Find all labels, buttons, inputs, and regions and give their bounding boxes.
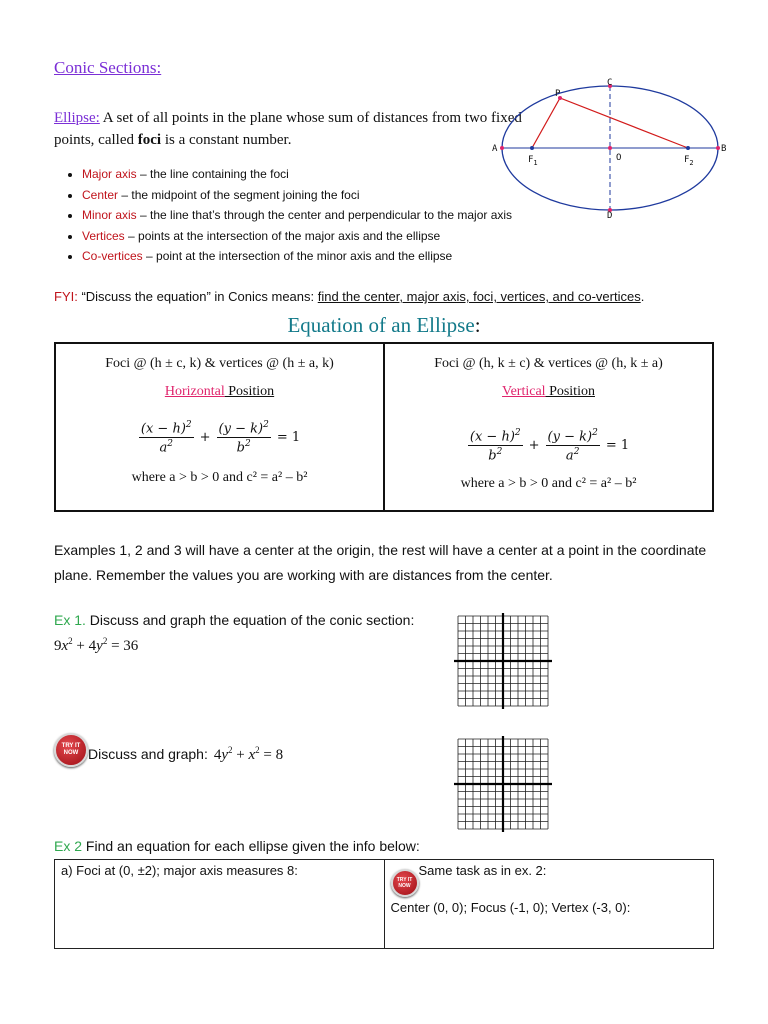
example-2a-text: a) Foci at (0, ±2); major axis measures 8:: [61, 863, 298, 878]
fyi-note: FYI: “Discuss the equation” in Conics means: find the center, major axis, foci, vertices, and co-vertices.: [54, 289, 645, 304]
label-o: O: [616, 153, 622, 163]
example-2-table: [54, 859, 714, 949]
horizontal-position-label: Horizontal Position: [164, 384, 275, 399]
try-it-now-prompt: Discuss and graph: $4y^2 + x^2 = 8$: [88, 745, 284, 763]
try-it-now-badge: [391, 869, 417, 895]
page-title: Conic Sections:: [54, 58, 162, 77]
try-it-now-icon: TRY IT NOW: [391, 869, 419, 897]
graph-grid-2[interactable]: [452, 735, 560, 845]
example-2b-line2: Center (0, 0); Focus (-1, 0); Vertex (-3, 0):: [390, 900, 631, 915]
fyi-underlined: find the center, major axis, foci, vertices, and co-vertices: [317, 289, 641, 304]
ellipse-def-text-1: A set of all points in the plane whose sum of distances from two fixed points, called: [54, 110, 522, 148]
center-point: [608, 146, 612, 150]
foci-term: foci: [137, 132, 162, 148]
try-it-now-icon: TRY IT NOW: [54, 733, 88, 767]
vertical-foci: Foci @ (h, k ± c) & vertices @ (h, k ± a): [434, 356, 663, 371]
vertex-b-point: [716, 146, 720, 150]
horizontal-condition: where a > b > 0 and c² = a² – b²: [131, 469, 308, 485]
example-1-prompt: Ex 1. Discuss and graph the equation of the conic section:: [54, 612, 415, 628]
example-1-equation: $9x^2 + 4y^2 = 36$: [54, 636, 139, 654]
equation-heading: Equation of an Ellipse:: [287, 313, 481, 337]
ellipse-terms-list: [54, 164, 602, 267]
ellipse-term: Ellipse:: [54, 110, 100, 126]
example-2b-line1: Same task as in ex. 2:: [418, 863, 547, 878]
graph-grid-1[interactable]: [452, 612, 560, 722]
horizontal-equation: $\frac{(x - h)^2}{a^2}$ + $\frac{(y - k)^2}{b^2}$ = 1: [140, 420, 301, 456]
label-a: A: [492, 144, 498, 154]
list-item: • Major axis – the line containing the foci: [82, 164, 602, 185]
vertical-position-cell: [384, 343, 713, 511]
vertex-a-point: [500, 146, 504, 150]
list-item: • Co-vertices – point at the intersection of the minor axis and the ellipse: [82, 246, 602, 267]
list-item: • Center – the midpoint of the segment joining the foci: [82, 185, 602, 206]
fyi-label: FYI:: [54, 289, 78, 304]
vertical-equation: $\frac{(x - h)^2}{b^2}$ + $\frac{(y - k)^2}{a^2}$ = 1: [469, 428, 630, 464]
example-2b-cell[interactable]: [384, 860, 714, 949]
focus-1-point: [530, 146, 534, 150]
ellipse-equation-table: [54, 342, 714, 512]
label-d: D: [607, 211, 613, 221]
label-c: C: [607, 78, 613, 88]
vertical-position-label: Vertical Position: [502, 384, 595, 399]
ellipse-definition: [54, 107, 524, 151]
focus-2-point: [686, 146, 690, 150]
horizontal-foci: Foci @ (h ± c, k) & vertices @ (h ± a, k): [105, 356, 334, 371]
label-f1: $F_1$: [528, 155, 538, 167]
example-2-prompt: Ex 2 Find an equation for each ellipse given the info below:: [54, 838, 420, 854]
vertical-condition: where a > b > 0 and c² = a² – b²: [460, 475, 637, 491]
list-item: • Vertices – points at the intersection of the major axis and the ellipse: [82, 226, 602, 247]
ellipse-def-text-2: is a constant number.: [161, 132, 292, 148]
try-it-now-badge: [54, 733, 88, 767]
horizontal-position-cell: [55, 343, 384, 511]
label-p: P: [555, 89, 561, 99]
example-2a-cell[interactable]: [55, 860, 385, 949]
list-item: • Minor axis – the line that’s through the center and perpendicular to the major axis: [82, 205, 602, 226]
label-b: B: [721, 144, 727, 154]
label-f2: $F_2$: [684, 155, 694, 167]
origin-note-paragraph: Examples 1, 2 and 3 will have a center at the origin, the rest will have a center at a point in the coordinate plane. Remember the values you are working with are distances from the center.: [54, 542, 707, 583]
